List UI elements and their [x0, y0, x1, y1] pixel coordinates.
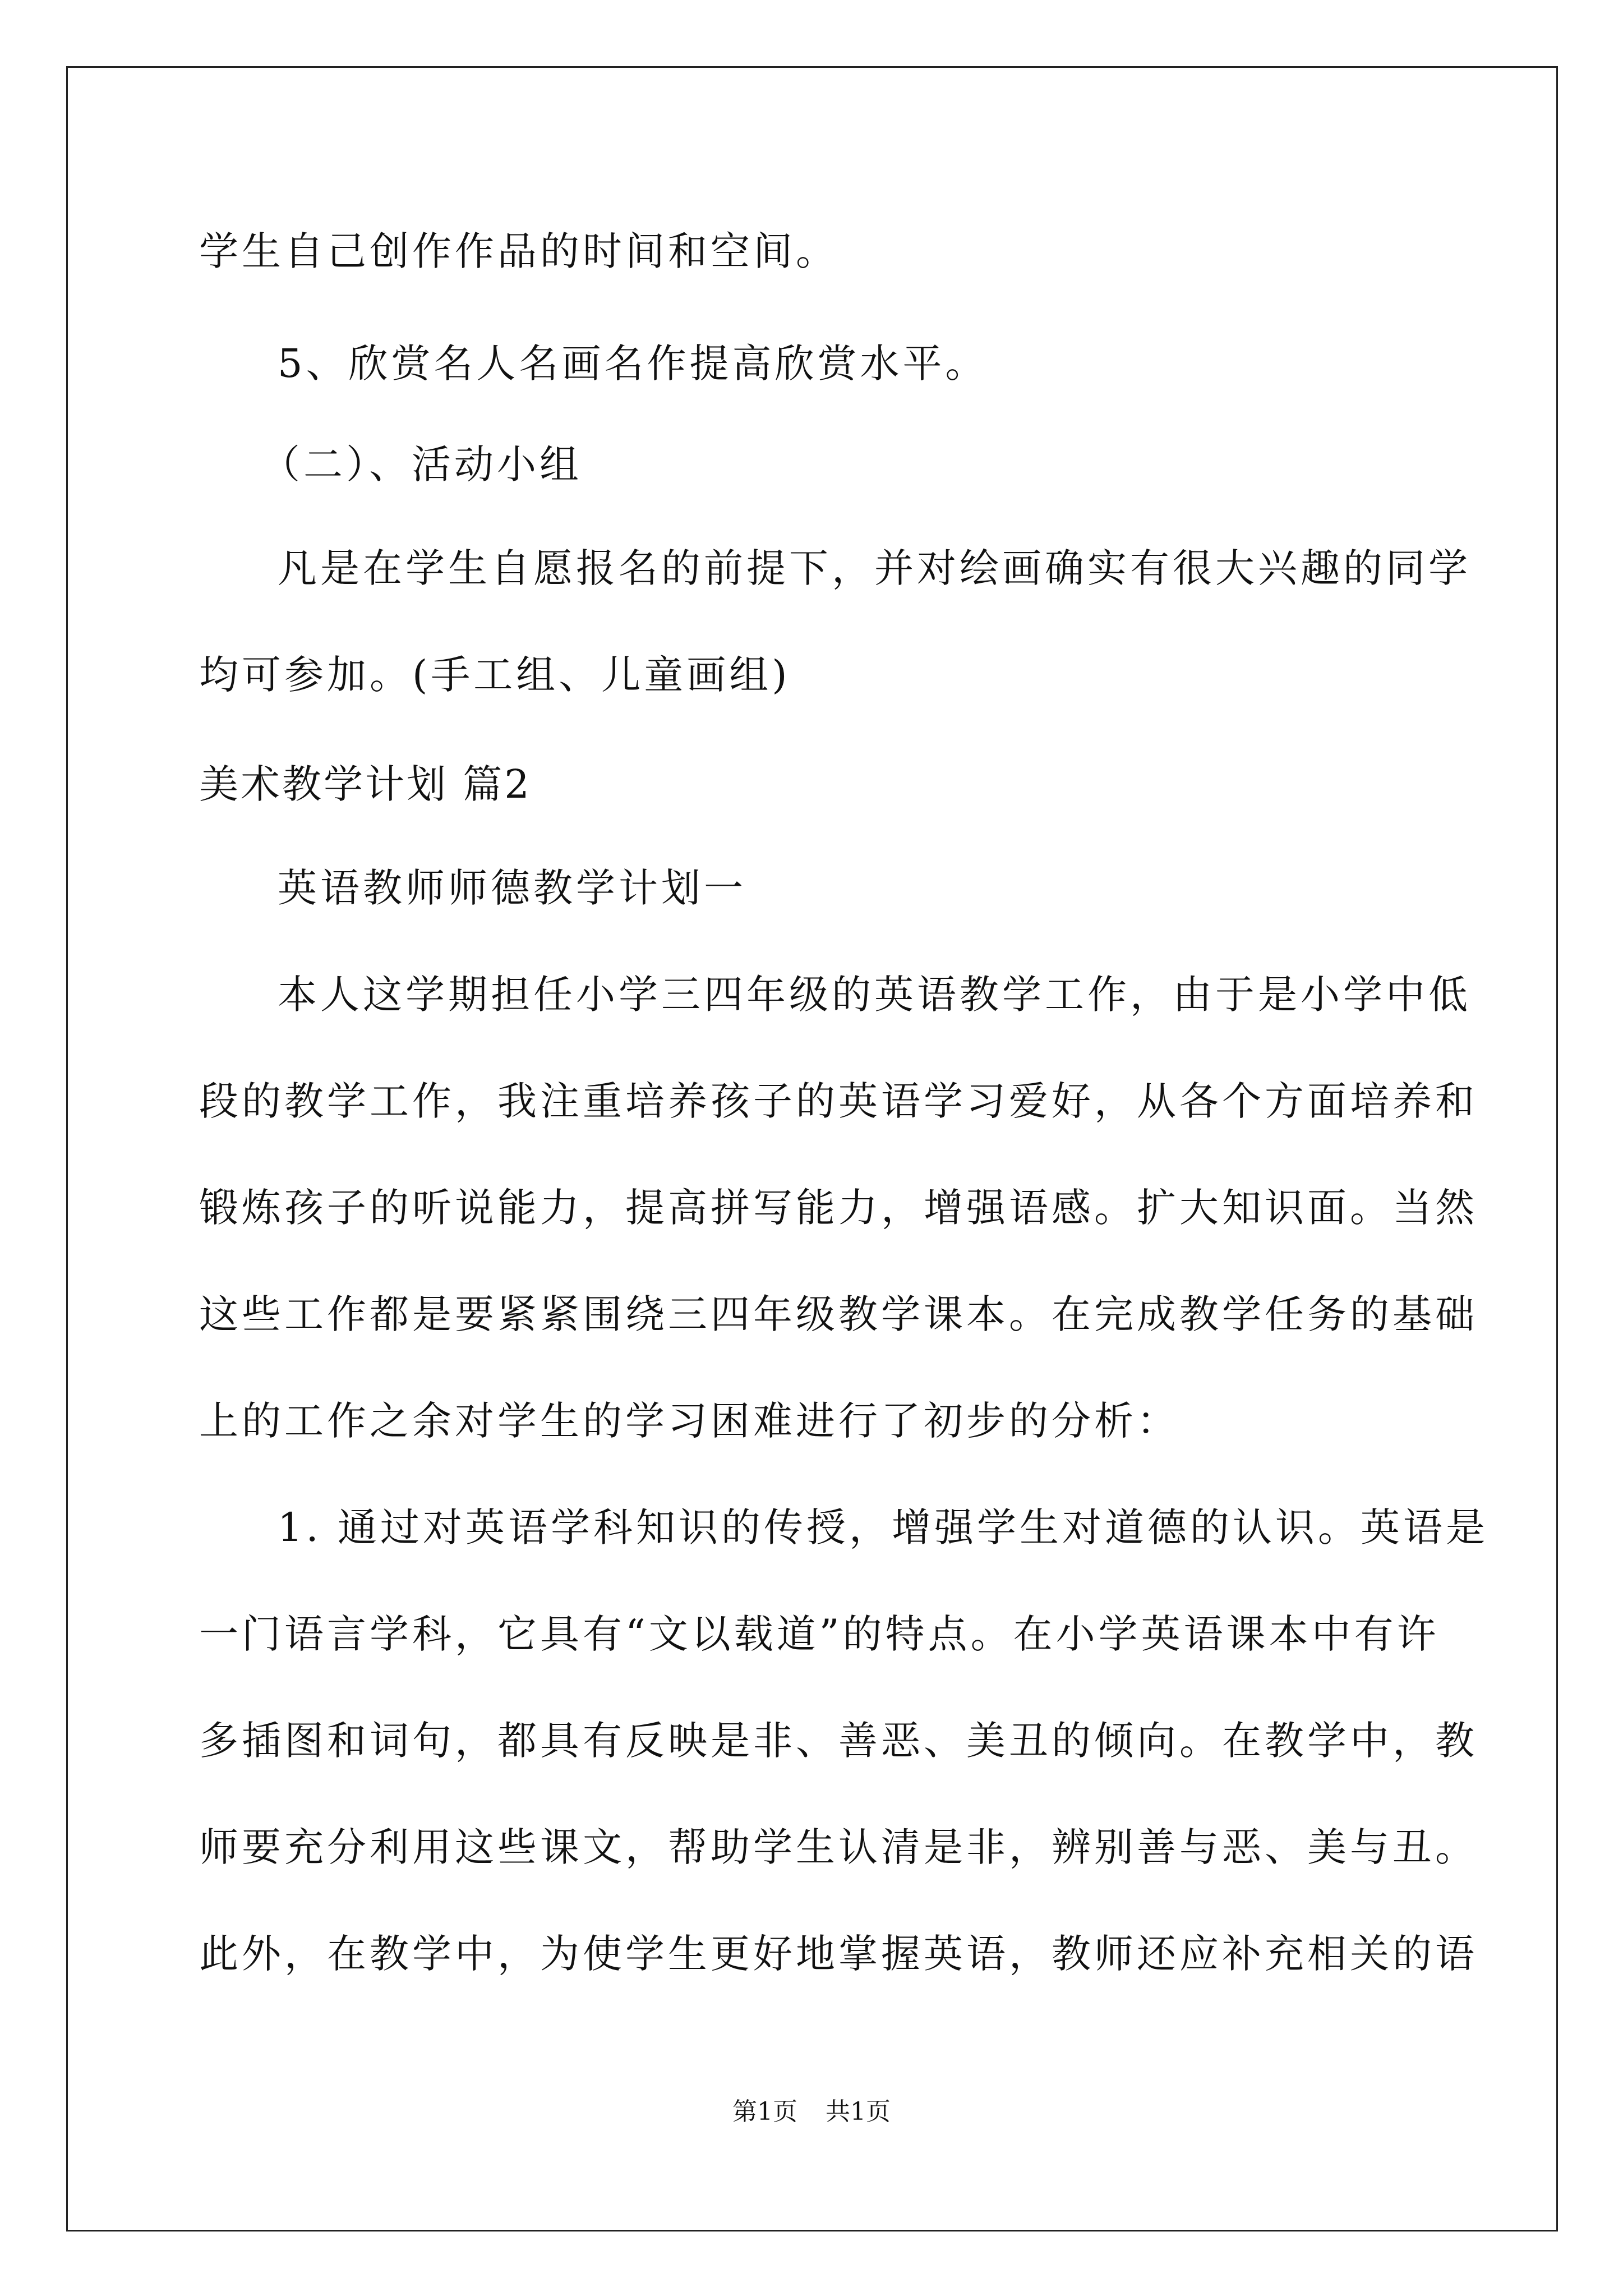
body-line: 多插图和词句，都具有反映是非、善恶、美丑的倾向。在教学中，教	[199, 1718, 1478, 1764]
body-line: 一门语言学科，它具有“文以载道”的特点。在小学英语课本中有许	[199, 1611, 1440, 1657]
body-line: 上的工作之余对学生的学习困难进行了初步的分析：	[199, 1398, 1179, 1444]
body-line: 本人这学期担任小学三四年级的英语教学工作，由于是小学中低	[278, 972, 1471, 1018]
body-line: 段的教学工作，我注重培养孩子的英语学习爱好，从各个方面培养和	[199, 1078, 1478, 1124]
body-line: 均可参加。(手工组、儿童画组)	[199, 652, 791, 698]
page-border	[66, 66, 1558, 2231]
list-item: 5、欣赏名人名画名作提高欣赏水平。	[278, 341, 988, 386]
body-line: 此外，在教学中，为使学生更好地掌握英语，教师还应补充相关的语	[199, 1931, 1478, 1977]
body-line: 师要充分利用这些课文，帮助学生认清是非，辨别善与恶、美与丑。	[199, 1824, 1478, 1870]
page-number: 第1页	[732, 2097, 797, 2126]
body-line: 凡是在学生自愿报名的前提下，并对绘画确实有很大兴趣的同学	[278, 545, 1471, 591]
body-line: 1. 通过对英语学科知识的传授，增强学生对道德的认识。英语是	[278, 1504, 1489, 1550]
article-title: 美术教学计划 篇2	[199, 761, 532, 807]
page-footer	[0, 2091, 1623, 2127]
section-heading: （二）、活动小组	[261, 441, 582, 487]
body-line: 锻炼孩子的听说能力，提高拼写能力，增强语感。扩大知识面。当然	[199, 1185, 1478, 1231]
subtitle: 英语教师师德教学计划一	[278, 865, 746, 911]
page-total: 共1页	[826, 2097, 891, 2126]
body-line: 这些工作都是要紧紧围绕三四年级教学课本。在完成教学任务的基础	[199, 1291, 1478, 1337]
body-line: 学生自己创作作品的时间和空间。	[199, 228, 838, 274]
